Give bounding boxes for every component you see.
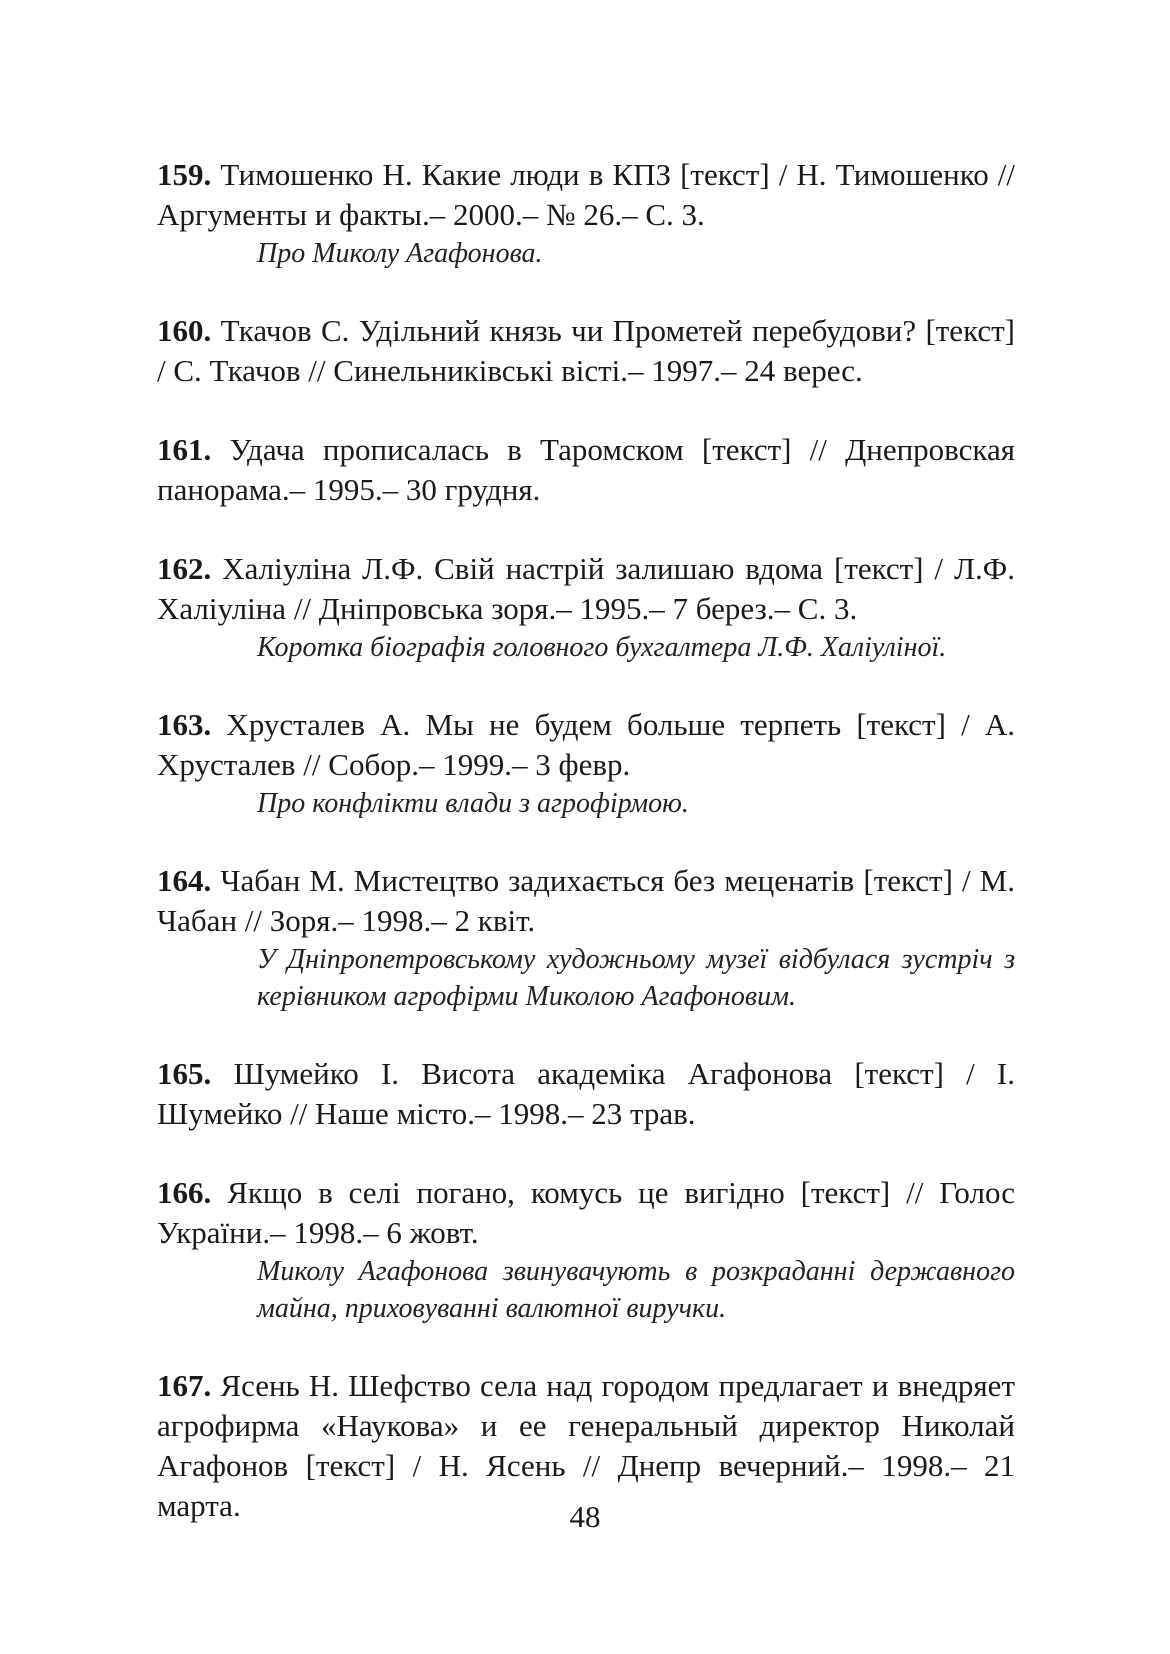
entry-number: 159. [157,157,212,192]
entry-161 [157,430,1015,510]
entry-citation: Шумейко І. Висота академіка Агафонова [текст] / І. Шумейко // Наше місто.– 1998.– 23 трав. [157,1056,1015,1131]
entry-citation: Якщо в селі погано, комусь це вигідно [текст] // Голос України.– 1998.– 6 жовт. [157,1175,1015,1250]
entry-citation: Удача прописалась в Таромском [текст] // Днепровская панорама.– 1995.– 30 грудня. [157,432,1015,507]
entry-citation: Тимошенко Н. Какие люди в КПЗ [текст] / Н. Тимошенко // Аргументы и факты.– 2000.– № 26.– С. 3. [157,157,1015,232]
page-number: 48 [569,1499,601,1534]
entry-annotation: Миколу Агафонова звинувачують в розкраданні державного майна, приховуванні валютної виручки. [257,1256,1015,1324]
entry-166 [157,1173,1015,1327]
entry-text [157,311,1015,391]
entry-162 [157,549,1015,666]
entry-number: 164. [157,863,212,898]
entry-number: 166. [157,1175,212,1210]
entry-annotation: У Дніпропетровському художньому музеї відбулася зустріч з керівником агрофірми Миколою Агафоновим. [257,944,1015,1012]
entry-number: 165. [157,1056,212,1091]
entry-text [157,430,1015,510]
entry-annotation: Про Миколу Агафонова. [257,238,543,269]
entry-number: 167. [157,1368,212,1403]
entry-text [157,1054,1015,1134]
entry-number: 161. [157,432,212,467]
entry-annotation: Про конфлікти влади з агрофірмою. [257,788,689,819]
bibliography-list [157,155,1015,1565]
entry-number: 163. [157,707,212,742]
entry-text [157,155,1015,235]
entry-text [157,549,1015,629]
entry-164 [157,861,1015,1015]
entry-citation: Ткачов С. Удільний князь чи Прометей перебудови? [текст] / С. Ткачов // Синельниківські вісті.– 1997.– 24 верес. [157,313,1015,388]
entry-text [157,1173,1015,1253]
entry-number: 162. [157,551,212,586]
entry-text [157,705,1015,785]
entry-citation: Ясень Н. Шефство села над городом предлагает и внедряет агрофирма «Наукова» и ее генеральный директор Николай Агафонов [текст] / Н. Ясень // Днепр вечерний.– 1998.– 21 марта. [157,1368,1015,1523]
entry-163 [157,705,1015,822]
entry-number: 160. [157,313,212,348]
entry-159 [157,155,1015,272]
entry-165 [157,1054,1015,1134]
entry-160 [157,311,1015,391]
entry-text [157,861,1015,941]
entry-citation: Халіуліна Л.Ф. Свій настрій залишаю вдома [текст] / Л.Ф. Халіуліна // Дніпровська зоря.– 1995.– 7 берез.– С. 3. [157,551,1015,626]
entry-citation: Хрусталев А. Мы не будем больше терпеть [текст] / А. Хрусталев // Собор.– 1999.– 3 февр. [157,707,1015,782]
entry-annotation: Коротка біографія головного бухгалтера Л.Ф. Халіуліної. [257,632,947,663]
entry-citation: Чабан М. Мистецтво задихається без меценатів [текст] / М. Чабан // Зоря.– 1998.– 2 квіт. [157,863,1015,938]
